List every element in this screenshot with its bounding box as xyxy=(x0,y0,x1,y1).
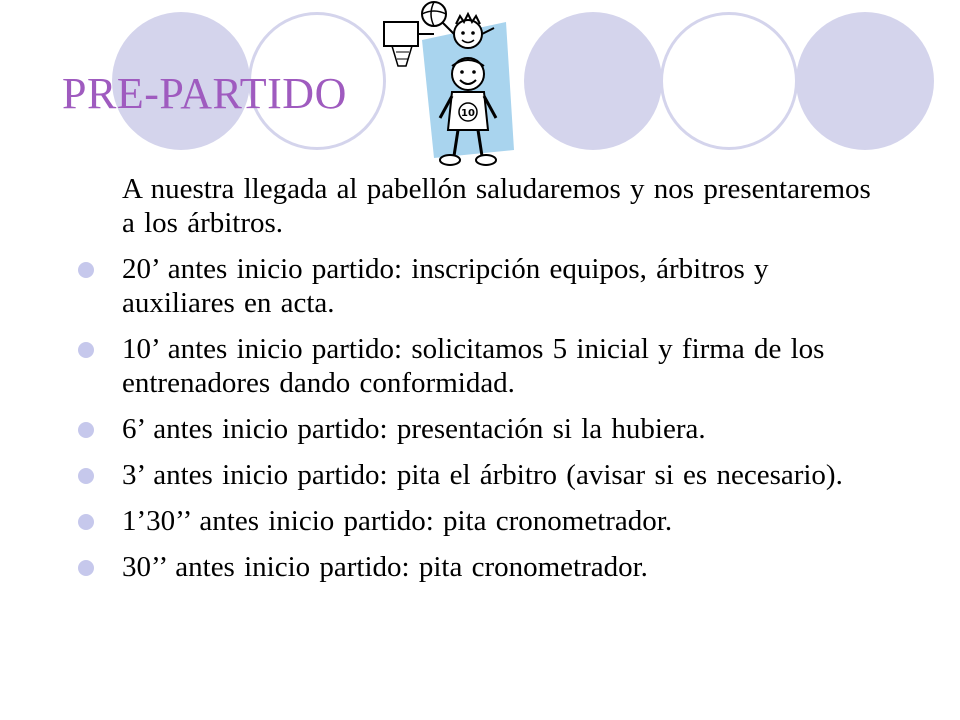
jersey-number: 10 xyxy=(461,108,475,119)
bullet-dot-icon xyxy=(78,514,94,530)
bullet-dot-icon xyxy=(78,262,94,278)
list-item xyxy=(60,412,890,446)
item-text: A nuestra llegada al pabellón saludaremos y nos presentaremos a los árbitros. xyxy=(122,173,871,239)
bullet-list xyxy=(60,172,890,596)
list-item xyxy=(60,550,890,584)
basketball-player-clipart-icon xyxy=(382,0,522,172)
item-text: 20’ antes inicio partido: inscripción equipos, árbitros y auxiliares en acta. xyxy=(122,253,769,319)
item-text: 1’30’’ antes inicio partido: pita cronometrador. xyxy=(122,505,673,537)
list-item xyxy=(60,458,890,492)
bullet-dot-icon xyxy=(78,468,94,484)
list-item xyxy=(60,252,890,320)
bullet-dot-icon xyxy=(78,560,94,576)
decor-circle-filled xyxy=(524,12,662,150)
item-text: 30’’ antes inicio partido: pita cronometrador. xyxy=(122,551,648,583)
decor-circle-filled xyxy=(796,12,934,150)
decor-circle-outline xyxy=(660,12,798,150)
item-text: 10’ antes inicio partido: solicitamos 5 inicial y firma de los entrenadores dando conformidad. xyxy=(122,333,825,399)
item-text: 6’ antes inicio partido: presentación si la hubiera. xyxy=(122,413,706,445)
item-text: 3’ antes inicio partido: pita el árbitro (avisar si es necesario). xyxy=(122,459,843,491)
list-item xyxy=(60,504,890,538)
list-item xyxy=(60,172,890,240)
bullet-dot-icon xyxy=(78,342,94,358)
slide-title: PRE-PARTIDO xyxy=(62,69,347,118)
list-item xyxy=(60,332,890,400)
bullet-dot-icon xyxy=(78,422,94,438)
